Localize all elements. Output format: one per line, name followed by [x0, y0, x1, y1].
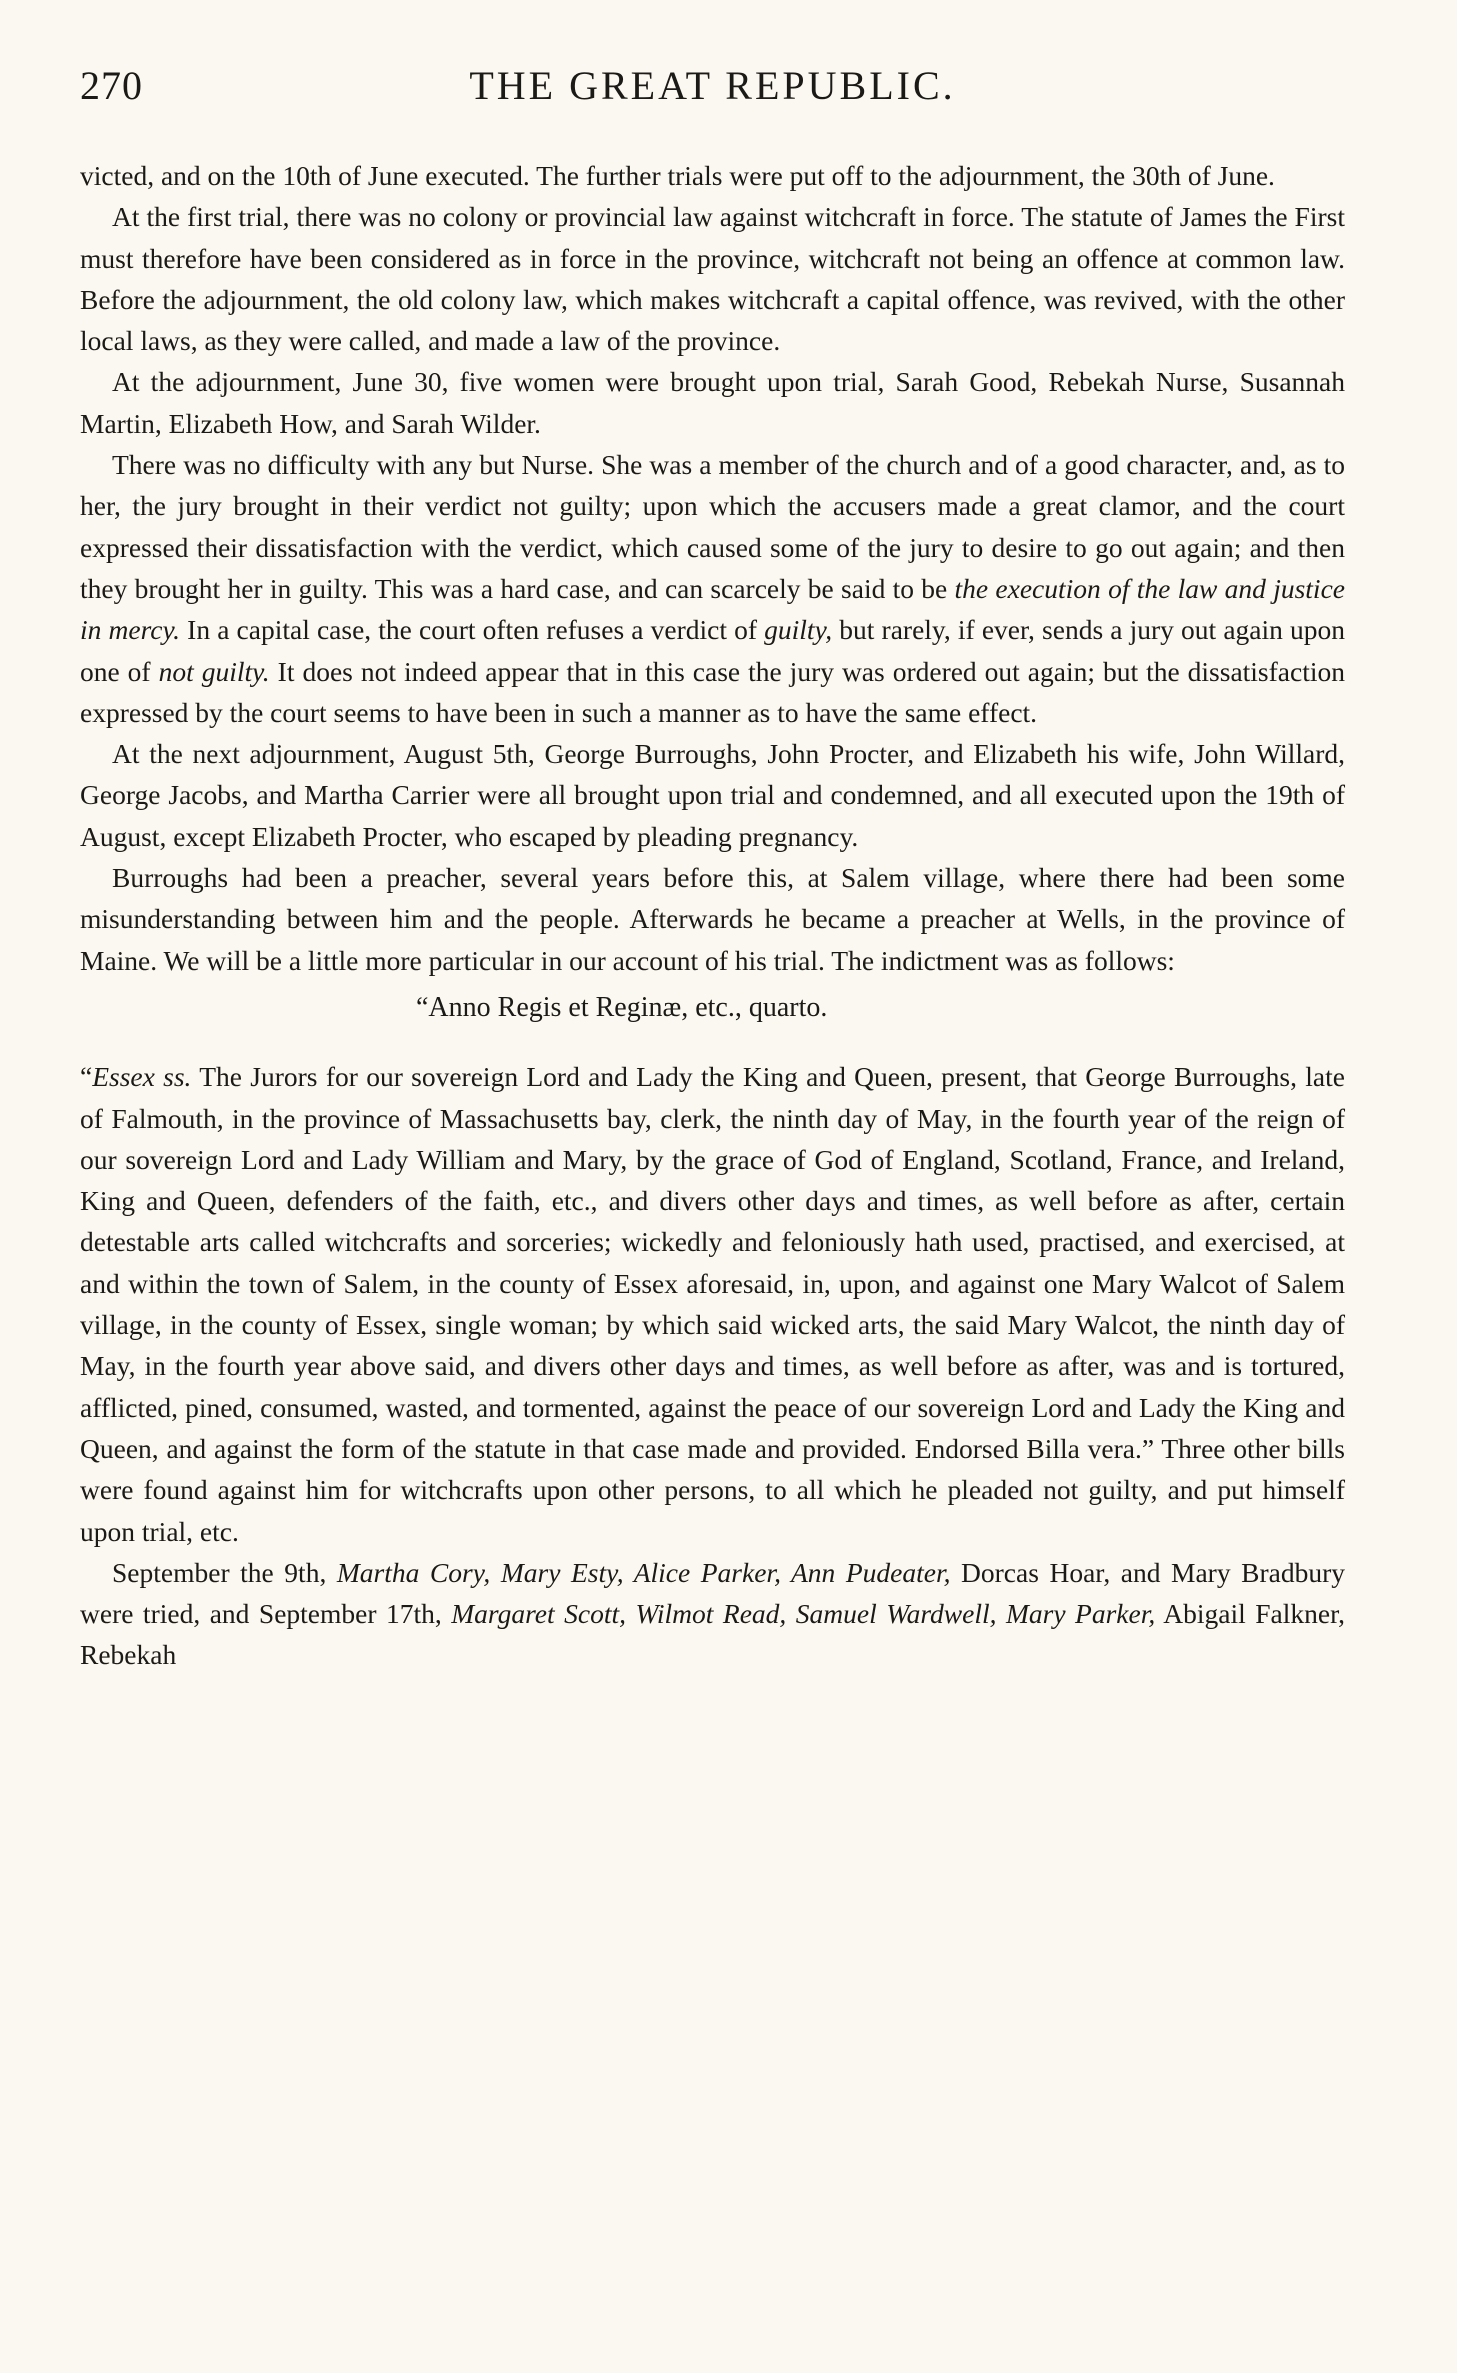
indictment-text: The Jurors for our sovereign Lord and Lady the King and Queen, present, that George Burroughs, late of Falmouth, in the province of Massachusetts bay, clerk, the ninth day of May, in the fourth year of the reign of our sovereign Lord and Lady William and Mary, by the grace of God of England, Scotland, France, and Ireland, King and Queen, defenders of the faith, etc., and divers other days and times, as well before as after, certain detestable arts called witchcrafts and sorceries; wickedly and feloniously hath used, practised, and exercised, at and within the town of Salem, in the county of Essex aforesaid, in, upon, and against one Mary Walcot of Salem village, in the county of Essex, single woman; by which said wicked arts, the said Mary Walcot, the ninth day of May, in the fourth year above said, and divers other days and times, as well before as after, was and is tortured, afflicted, pined, consumed, wasted, and tormented, against the peace of our sovereign Lord and Lady the King and Queen, and against the form of the statute in that case made and provided. Endorsed Billa vera.” Three other bills were found against him for witchcrafts upon other persons, to all which he pleaded not guilty, and put himself upon trial, etc.: [80, 1061, 1345, 1547]
september-text-1: September the 9th,: [112, 1556, 337, 1588]
september-text-3: Abigail Falkner, Rebekah: [80, 1598, 1346, 1671]
paragraph-september-trials: [80, 1552, 1345, 1676]
nurse-italic-not-guilty: not guilty.: [158, 655, 270, 687]
body-text: [80, 155, 1345, 1676]
running-title: THE GREAT REPUBLIC.: [469, 63, 956, 108]
nurse-text-2: In a capital case, the court often refuses a verdict of: [180, 614, 765, 646]
paragraph-continuation: victed, and on the 10th of June executed. The further trials were put off to the adjournment, the 30th of June.: [80, 160, 1275, 191]
nurse-text-1: There was no difficulty with any but Nurse. She was a member of the church and of a good character, and, as to her, the jury brought in their verdict not guilty; upon which the accusers made a great clamor, and the court expressed their dissatisfaction with the verdict, which caused some of the jury to desire to go out again; and then they brought her in guilty. This was a hard case, and can scarcely be said to be: [80, 449, 1345, 604]
indictment-heading: “Anno Regis et Reginæ, etc., quarto.: [416, 991, 828, 1023]
paragraph-nurse-case: [80, 444, 1345, 733]
book-page: [80, 0, 1345, 2373]
nurse-text-3: but rarely, if ever, sends a jury out again upon one of: [80, 614, 1345, 687]
september-italic-names-2: Margaret Scott, Wilmot Read, Samuel Wardwell, Mary Parker,: [451, 1598, 1156, 1630]
indictment-essex: Essex ss.: [92, 1061, 192, 1093]
paragraph-august-trial: At the next adjournment, August 5th, George Burroughs, John Procter, and Elizabeth his wife, John Willard, George Jacobs, and Martha Carrier were all brought upon trial and condemned, and all executed upon the 19th of August, except Elizabeth Procter, who escaped by pleading pregnancy.: [80, 738, 1345, 852]
paragraph-june-trial: At the adjournment, June 30, five women were brought upon trial, Sarah Good, Rebekah Nurse, Susannah Martin, Elizabeth How, and Sarah Wilder.: [80, 366, 1345, 439]
indictment-open-quote: “: [80, 1061, 93, 1093]
september-text-2: Dorcas Hoar, and Mary Bradbury were tried, and September 17th,: [80, 1556, 1346, 1630]
paragraph-burroughs: Burroughs had been a preacher, several years before this, at Salem village, where there had been some misunderstanding between him and the people. Afterwards he became a preacher at Wells, in the province of Maine. We will be a little more particular in our account of his trial. The indictment was as follows:: [80, 862, 1345, 976]
page-header: [80, 62, 1345, 122]
september-italic-names-1: Martha Cory, Mary Esty, Alice Parker, Ann Pudeater,: [336, 1556, 951, 1588]
page-number: 270: [80, 63, 143, 108]
paragraph-witchcraft-law: At the first trial, there was no colony or provincial law against witchcraft in force. The statute of James the First must therefore have been considered as in force in the province, witchcraft not being an offence at common law. Before the adjournment, the old colony law, which makes witchcraft a capital offence, was revived, with the other local laws, as they were called, and made a law of the province.: [80, 201, 1345, 357]
nurse-italic-guilty: guilty,: [764, 614, 833, 646]
nurse-text-4: It does not indeed appear that in this case the jury was ordered out again; but the dissatisfaction expressed by the court seems to have been in such a manner as to have the same effect.: [80, 655, 1345, 728]
nurse-italic-justice: the execution of the law and justice in mercy.: [80, 572, 1345, 646]
paragraph-indictment: [80, 1056, 1345, 1552]
